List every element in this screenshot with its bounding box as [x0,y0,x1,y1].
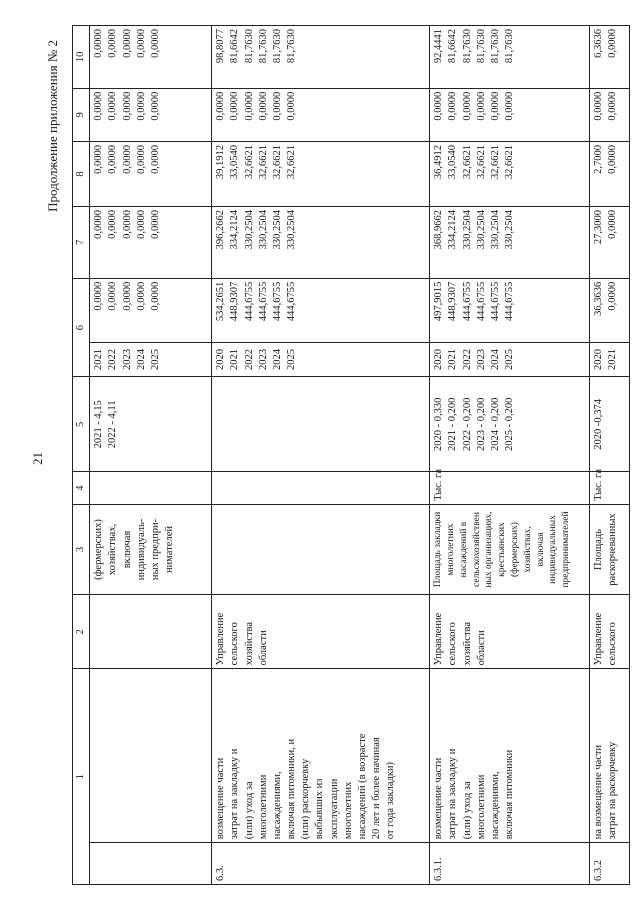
row-number: 6.3. [212,843,430,885]
table-row-6-3 [212,26,430,885]
table-row-continuation [90,26,212,885]
header-col-1: 1 [73,669,90,885]
cell-empty [90,843,212,885]
program-table [72,25,630,885]
table-row-6-3-1 [430,26,590,885]
col6-cont: 0,0000 0,0000 0,0000 0,0000 0,0000 [90,278,212,342]
row-years: 2020 2021 [590,342,630,377]
row-col7: 27,3000 0,0000 [590,206,630,278]
row-col6: 497,9015 448,9307 444,6755 444,6755 444,6755 444,6755 [430,278,590,342]
page-number: 21 [30,452,45,465]
row-col9: 0,0000 0,0000 0,0000 0,0000 0,0000 0,0000 [212,88,430,141]
row-description: возмещение части затрат на закладку и (или) уход за многолетними насаждениями, включая питомники [430,669,590,843]
row-number: 6.3.1. [430,843,590,885]
row-indicator: Площадь закладки многолетних насаждений в сельскохозяйствен ных организациях, крестьянских (фермерских) хозяйствах, включая индивидуальных предпринимателей [430,504,590,594]
col8-cont: 0,0000 0,0000 0,0000 0,0000 0,0000 [90,142,212,207]
row-col8: 2,7000 0,0000 [590,142,630,207]
header-col-2: 2 [73,595,90,669]
row-col7: 396,2662 334,2124 330,2504 330,2504 330,2504 330,2504 [212,206,430,278]
header-col-4: 4 [73,472,90,504]
row-executor: Управление сельского хозяйства области [212,595,430,669]
cell-empty [212,504,430,594]
cell-empty [212,377,430,472]
row-description: на возмещение части затрат на раскорчевку [590,669,630,843]
header-col-6: 6 [73,278,90,377]
indicator-cont: (фермерских) хозяйствах, включая индивидуаль- ных предпри- нимателей [90,504,212,594]
col9-cont: 0,0000 0,0000 0,0000 0,0000 0,0000 [90,88,212,141]
values-cont: 2021 - 4,15 2022 - 4,11 [90,377,212,472]
years-cont: 2021 2022 2023 2024 2025 [90,342,212,377]
row-executor: Управление сельского [590,595,630,669]
row-col8: 36,4912 33,0540 32,6621 32,6621 32,6621 32,6621 [430,142,590,207]
cell-empty [212,472,430,504]
header-col-5: 5 [73,377,90,472]
row-col7: 368,9662 334,2124 330,2504 330,2504 330,2504 330,2504 [430,206,590,278]
row-description: возмещение части затрат на закладку и (или) уход за многолетними насаждениями, включая питомники, и (или) раскорчевку выбывших из эксплуатации многолетних насаждений (в возрасте 20 лет и более начиная от года закладки) [212,669,430,843]
row-col6: 534,2651 448,9307 444,6755 444,6755 444,6755 444,6755 [212,278,430,342]
row-col6: 36,3636 0,0000 [590,278,630,342]
row-years: 2020 2021 2022 2023 2024 2025 [212,342,430,377]
header-row [73,26,90,885]
cell-empty [90,595,212,669]
row-executor: Управление сельского хозяйства области [430,595,590,669]
row-col10: 98,8077 81,6642 81,7630 81,7630 81,7630 81,7630 [212,26,430,89]
row-target-values: 2020 - 0,330 2021 - 0,200 2022 - 0,200 2023 - 0,200 2024 - 0,200 2025 - 0,200 [430,377,590,472]
row-unit: Тыс. га [430,472,590,504]
row-col9: 0,0000 0,0000 0,0000 0,0000 0,0000 0,0000 [430,88,590,141]
row-col8: 39,1912 33,0540 32,6621 32,6621 32,6621 32,6621 [212,142,430,207]
row-indicator: Площадь раскорчеванных [590,504,630,594]
continuation-label: Продолжение приложения № 2 [45,40,60,212]
header-col-3: 3 [73,504,90,594]
cell-empty [90,669,212,843]
col10-cont: 0,0000 0,0000 0,0000 0,0000 0,0000 [90,26,212,89]
table-row-6-3-2 [590,26,630,885]
header-col-10: 10 [73,26,90,89]
row-col10: 92,4441 81,6642 81,7630 81,7630 81,7630 81,7630 [430,26,590,89]
row-number: 6.3.2 [590,843,630,885]
row-col10: 6,3636 0,0000 [590,26,630,89]
header-col-8: 8 [73,142,90,207]
col7-cont: 0,0000 0,0000 0,0000 0,0000 0,0000 [90,206,212,278]
row-years: 2020 2021 2022 2023 2024 2025 [430,342,590,377]
row-target-values: 2020 -0,374 [590,377,630,472]
cell-empty [90,472,212,504]
header-col-7: 7 [73,206,90,278]
row-col9: 0,0000 0,0000 [590,88,630,141]
row-unit: Тыс. га [590,472,630,504]
header-col-9: 9 [73,88,90,141]
